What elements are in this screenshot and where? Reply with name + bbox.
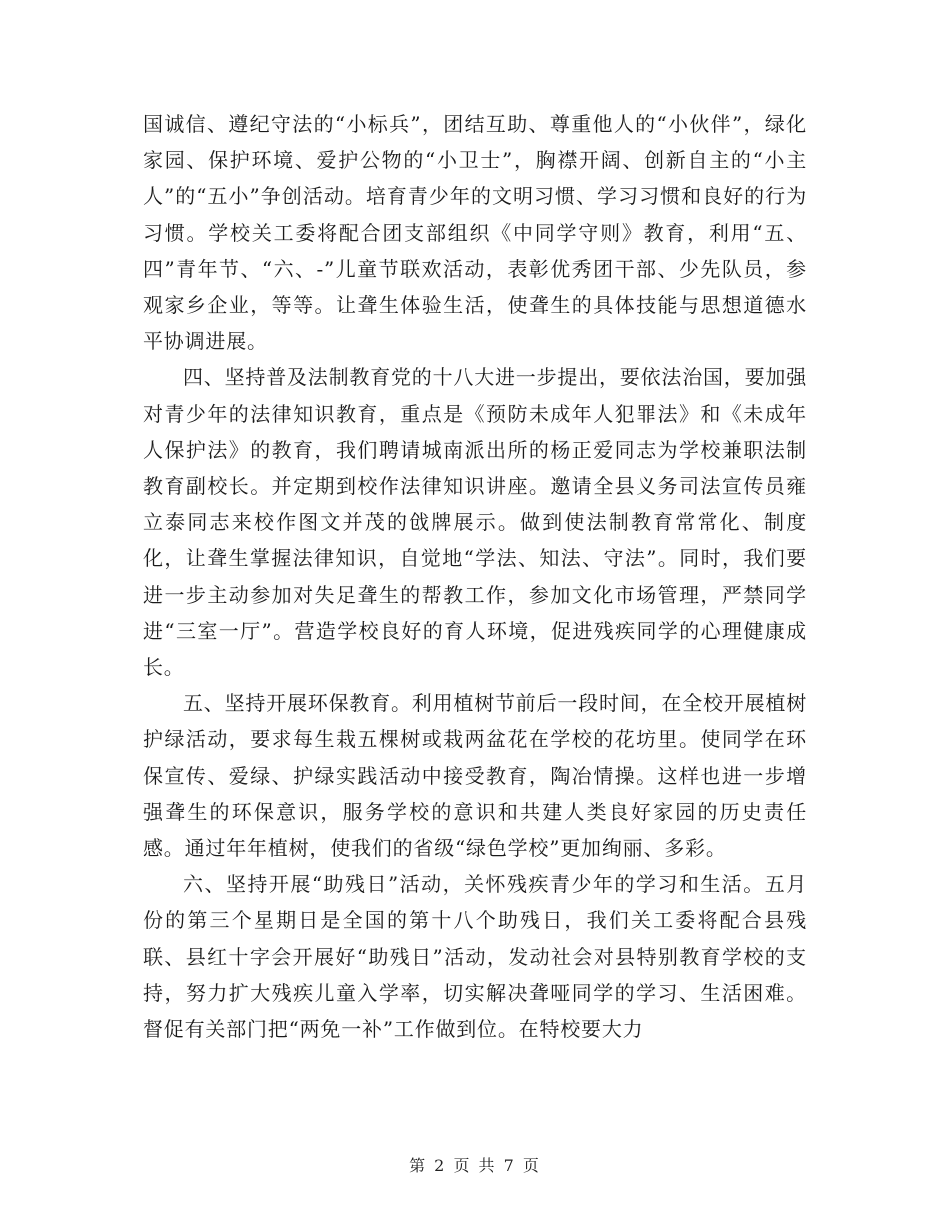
paragraph-4: 六、坚持开展“助残日”活动，关怀残疾青少年的学习和生活。五月份的第三个星期日是全国的第十八个助残日，我们关工委将配合县残联、县红十字会开展好“助残日”活动，发动社会对县特别教育学校的支持，努力扩大残疾儿童入学率，切实解决聋哑同学的学习、生活困难。督促有关部门把“两免一补”工作做到位。在特校要大力 (143, 872, 807, 1042)
paragraph-1: 国诚信、遵纪守法的“小标兵”，团结互助、尊重他人的“小伙伴”，绿化家园、保护环境、爱护公物的“小卫士”，胸襟开阔、创新自主的“小主人”的“五小”争创活动。培育青少年的文明习惯、学习习惯和良好的行为习惯。学校关工委将配合团支部组织《中同学守则》教育，利用“五、四”青年节、“六、-”儿童节联欢活动，表彰优秀团干部、少先队员，参观家乡企业，等等。让聋生体验生活，使聋生的具体技能与思想道德水平协调进展。 (143, 112, 807, 354)
paragraph-3: 五、坚持开展环保教育。利用植树节前后一段时间，在全校开展植树护绿活动，要求每生栽五棵树或栽两盆花在学校的花坊里。使同学在环保宣传、爱绿、护绿实践活动中接受教育，陶冶情操。这样也进一步增强聋生的环保意识，服务学校的意识和共建人类良好家园的历史责任感。通过年年植树，使我们的省级“绿色学校”更加绚丽、多彩。 (143, 691, 807, 861)
document-body (143, 106, 807, 1047)
paragraph-2: 四、坚持普及法制教育党的十八大进一步提出，要依法治国，要加强对青少年的法律知识教育，重点是《预防未成年人犯罪法》和《未成年人保护法》的教育，我们聘请城南派出所的杨正爱同志为学校兼职法制教育副校长。并定期到校作法律知识讲座。邀请全县义务司法宣传员雍立泰同志来校作图文并茂的戗牌展示。做到使法制教育常常化、制度化，让聋生掌握法律知识，自觉地“学法、知法、守法”。同时，我们要进一步主动参加对失足聋生的帮教工作，参加文化市场管理，严禁同学进“三室一厅”。营造学校良好的育人环境，促进残疾同学的心理健康成长。 (143, 365, 807, 680)
page-footer: 第 2 页 共 7 页 (409, 1156, 541, 1175)
